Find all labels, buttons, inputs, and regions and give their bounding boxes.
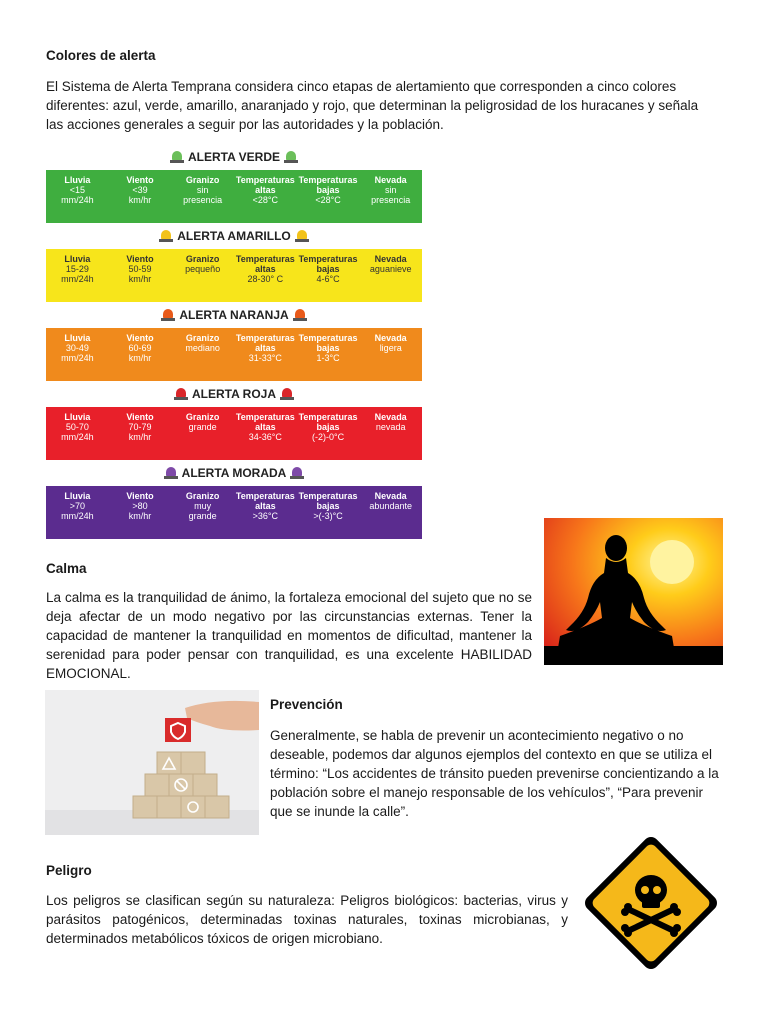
alert-cell-label: Granizo	[185, 491, 220, 501]
alarm-siren-icon	[159, 230, 173, 242]
skull-crossbones-warning-sign-icon	[578, 830, 724, 976]
alert-cell-value: 31-33°C	[248, 353, 282, 363]
alert-cell	[46, 249, 109, 302]
alert-cell-label: Temperaturas bajas	[298, 175, 358, 195]
alert-cell	[171, 486, 234, 539]
alert-row	[46, 486, 422, 539]
alert-title	[46, 144, 422, 170]
alert-cell	[46, 170, 109, 223]
alert-title-text: ALERTA VERDE	[187, 150, 280, 164]
alert-cell-value: ligera	[379, 343, 402, 353]
alert-cell-value: (-2)-0°C	[311, 432, 345, 442]
alert-cell	[297, 328, 360, 381]
alarm-siren-icon	[170, 151, 184, 163]
alert-cell-label: Granizo	[185, 254, 220, 264]
alert-cell-label: Temperaturas bajas	[298, 333, 358, 353]
alert-color-table	[46, 144, 422, 541]
calma-paragraph: La calma es la tranquilidad de ánimo, la fortaleza emocional del sujeto que no se deja afectar de un modo negativo por las circunstancias externas. Tener la capacidad de mantener la tranquilidad en momentos de dificultad, mantener la serenidad para poder pensar con tranquilidad, es una excelente HABILIDAD EMOCIONAL.	[46, 590, 532, 681]
alert-cell-value: abundante	[369, 501, 412, 511]
alert-cell	[109, 170, 172, 223]
alert-block	[46, 144, 422, 223]
alert-block	[46, 223, 422, 302]
alert-row	[46, 407, 422, 460]
alert-cell-label: Lluvia	[64, 412, 91, 422]
alert-cell	[297, 249, 360, 302]
colores-paragraph: El Sistema de Alerta Temprana considera cinco etapas de alertamiento que corresponden a cinco colores diferentes: azul, verde, amarillo, anaranjado y rojo, que determinan la peligrosidad de los huracanes y señala las acciones generales a seguir por las autoridades y la población.	[46, 79, 699, 132]
alert-row	[46, 170, 422, 223]
colores-heading: Colores de alerta	[46, 48, 156, 63]
alert-cell-label: Lluvia	[64, 175, 91, 185]
alert-cell	[234, 328, 297, 381]
alert-cell-label: Viento	[126, 412, 154, 422]
alert-title-text: ALERTA MORADA	[181, 466, 287, 480]
alert-cell-value: >36°C	[252, 511, 279, 521]
alert-cell-value: pequeño	[185, 264, 221, 274]
alert-cell-label: Temperaturas altas	[235, 175, 295, 195]
alert-row	[46, 249, 422, 302]
alert-cell-value: 28-30° C	[247, 274, 284, 284]
alert-cell-value: nevada	[375, 422, 406, 432]
alert-cell	[46, 328, 109, 381]
alert-cell	[359, 249, 422, 302]
peligro-heading: Peligro	[46, 863, 92, 878]
alert-title	[46, 223, 422, 249]
alarm-siren-icon	[280, 388, 294, 400]
alert-cell	[297, 407, 360, 460]
alert-cell-value: 15-29 mm/24h	[61, 264, 94, 284]
alert-cell-label: Granizo	[185, 412, 220, 422]
alert-title	[46, 381, 422, 407]
alert-cell	[171, 249, 234, 302]
alert-cell-label: Temperaturas altas	[235, 491, 295, 511]
alert-cell-label: Temperaturas altas	[235, 254, 295, 274]
alert-cell-value: mediano	[185, 343, 220, 353]
alert-cell	[109, 407, 172, 460]
alert-cell-label: Nevada	[374, 412, 407, 422]
peligro-paragraph: Los peligros se clasifican según su naturaleza: Peligros biológicos: bacterias, virus y parásitos patogénicos, determinadas toxinas naturales, toxinas microbianas, y determinados metabólicos tóxicos de origen microbiano.	[46, 893, 568, 946]
alert-cell-value: <28°C	[252, 195, 279, 205]
alert-cell-value: <15 mm/24h	[61, 185, 94, 205]
alert-cell	[171, 328, 234, 381]
alert-block	[46, 381, 422, 460]
alert-cell	[109, 486, 172, 539]
alarm-siren-icon	[161, 309, 175, 321]
alert-cell	[234, 249, 297, 302]
alert-cell-label: Granizo	[185, 333, 220, 343]
alert-cell-value: grande	[188, 422, 217, 432]
alert-cell	[109, 328, 172, 381]
alarm-siren-icon	[293, 309, 307, 321]
alert-cell	[234, 407, 297, 460]
alert-title	[46, 460, 422, 486]
alert-cell-label: Temperaturas altas	[235, 333, 295, 353]
alert-cell	[171, 407, 234, 460]
alert-cell-label: Viento	[126, 333, 154, 343]
alert-title-text: ALERTA ROJA	[192, 387, 276, 401]
alarm-siren-icon	[174, 388, 188, 400]
alert-cell-label: Nevada	[374, 175, 407, 185]
alert-cell-value: >(-3)°C	[313, 511, 343, 521]
alert-cell-label: Viento	[126, 254, 154, 264]
alert-cell-value: aguanieve	[369, 264, 412, 274]
alert-cell-label: Temperaturas bajas	[298, 412, 358, 432]
alert-cell-label: Temperaturas bajas	[298, 491, 358, 511]
alert-cell-value: 1-3°C	[316, 353, 340, 363]
alert-cell-value: 70-79 km/hr	[128, 422, 152, 442]
alert-title	[46, 302, 422, 328]
alert-title-text: ALERTA AMARILLO	[177, 229, 291, 243]
alert-cell-label: Nevada	[374, 254, 407, 264]
alert-cell	[359, 328, 422, 381]
alert-block	[46, 460, 422, 539]
alert-cell-label: Lluvia	[64, 333, 91, 343]
alert-cell	[234, 170, 297, 223]
alert-cell	[46, 407, 109, 460]
alert-cell-value: <39 km/hr	[128, 185, 152, 205]
alert-cell-label: Temperaturas bajas	[298, 254, 358, 274]
alert-cell-value: 34-36°C	[248, 432, 282, 442]
alert-cell-label: Viento	[126, 491, 154, 501]
alert-cell	[297, 486, 360, 539]
alert-cell-value: 30-49 mm/24h	[61, 343, 94, 363]
alert-cell	[297, 170, 360, 223]
alarm-siren-icon	[290, 467, 304, 479]
alarm-siren-icon	[164, 467, 178, 479]
alert-cell-value: >70 mm/24h	[61, 501, 94, 521]
alert-cell	[234, 486, 297, 539]
meditation-silhouette-sunset-icon	[544, 518, 723, 665]
alert-cell	[109, 249, 172, 302]
alert-cell-label: Temperaturas altas	[235, 412, 295, 432]
alert-title-text: ALERTA NARANJA	[179, 308, 289, 322]
alert-cell-value: muy grande	[188, 501, 217, 521]
alert-cell-value: 50-59 km/hr	[128, 264, 152, 284]
alert-cell	[46, 486, 109, 539]
alert-cell	[171, 170, 234, 223]
alert-block	[46, 302, 422, 381]
alert-cell	[359, 486, 422, 539]
alert-cell-value: 50-70 mm/24h	[61, 422, 94, 442]
alert-cell-label: Lluvia	[64, 254, 91, 264]
alarm-siren-icon	[295, 230, 309, 242]
alert-cell-value: 4-6°C	[316, 274, 340, 284]
prevencion-heading: Prevención	[270, 697, 343, 712]
safety-blocks-hand-icon	[45, 690, 259, 835]
alert-cell-value: sin presencia	[183, 185, 223, 205]
alert-cell-label: Granizo	[185, 175, 220, 185]
alert-cell-label: Viento	[126, 175, 154, 185]
alert-cell-value: >80 km/hr	[128, 501, 152, 521]
alert-cell-label: Nevada	[374, 333, 407, 343]
calma-heading: Calma	[46, 561, 87, 576]
alert-cell	[359, 407, 422, 460]
alarm-siren-icon	[284, 151, 298, 163]
alert-row	[46, 328, 422, 381]
alert-cell-value: 60-69 km/hr	[128, 343, 152, 363]
alert-cell-label: Lluvia	[64, 491, 91, 501]
alert-cell-label: Nevada	[374, 491, 407, 501]
prevencion-paragraph: Generalmente, se habla de prevenir un acontecimiento negativo o no deseable, podemos dar algunos ejemplos del contexto en que se utiliza el término: “Los accidentes de tránsito pueden prevenirse concientizando a la población sobre el manejo responsable de los vehículos”, “Para prevenir que se inunde la calle”.	[270, 728, 719, 819]
alert-cell	[359, 170, 422, 223]
alert-cell-value: <28°C	[315, 195, 341, 205]
alert-cell-value: sin presencia	[371, 185, 411, 205]
